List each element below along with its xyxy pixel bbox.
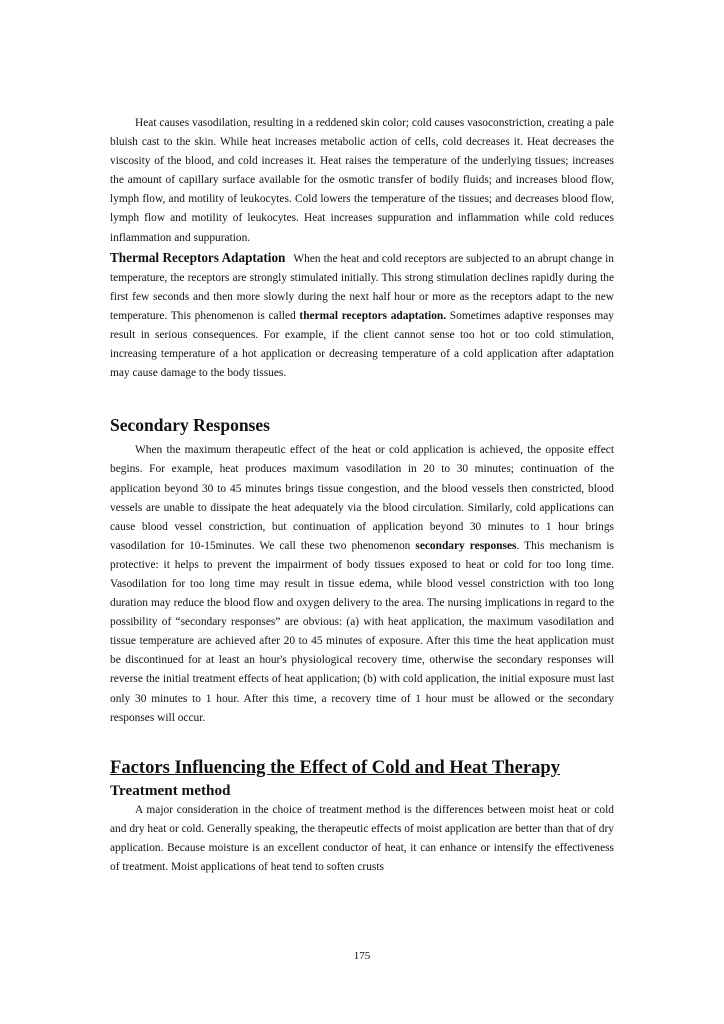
paragraph-text: Sometimes adaptive responses may result in serious consequences. For example, if the client cannot sense too hot or too cold stimulation, increasing temperature of a hot application or decreasing temperature of a cold application after adaptation may cause damage to the body tissues.: [110, 309, 615, 380]
paragraph-text: When the maximum therapeutic effect of the heat or cold application is achieved, the opposite effect begins. For example, heat produces maximum vasodilation in 20 to 30 minutes; continuation of the application beyond 30 to 45 minutes brings tissue congestion, and the blood vessels then constricted, blood vessels are unable to dissipate the heat adequately via the blood circulation. Similarly, cold applications can cause blood vessel constriction, but continuation of application beyond 30 minutes to 1 hour brings vasodilation for 10-15minutes. We call these two phenomenon: [110, 444, 614, 552]
paragraph-text: . This mechanism is protective: it helps to prevent the impairment of body tissues exposed to heat or cold for too long time. Vasodilation for too long time may result in tissue edema, while blood vessel constriction with too long duration may reduce the blood flow and oxygen delivery to the area. The nursing implications in regard to the possibility of “secondary responses” are obvious: (a) with heat application, the maximum vasodilation and tissue temperature are achieved after 20 to 45 minutes of exposure. After this time the heat application must be discontinued for at least an hour's physiological recovery time, otherwise the secondary responses will reverse the initial treatment effects of heat application; (b) with cold application, the initial exposure must last only 30 minutes to 1 hour. After this time, a recovery time of 1 hour must be allowed or the secondary responses will occur.: [110, 539, 614, 724]
paragraph-heat-cold-effects: Heat causes vasodilation, resulting in a reddened skin color; cold causes vasoconstriction, creating a pale bluish cast to the skin. While heat increases metabolic action of cells, cold decreases it. Heat decreases the viscosity of the blood, and cold increases it. Heat raises the temperature of the underlying tissues; increases the amount of capillary surface available for the osmotic transfer of bodily fluids; and increases blood flow, lymph flow, and motility of leukocytes. Cold lowers the temperature of the tissues; and decreases blood flow, lymph flow and motility of leukocytes. Heat increases suppuration and inflammation while cold reduces inflammation and suppuration.: [110, 117, 614, 244]
page-number: 175: [353, 950, 371, 962]
paragraph-secondary-responses: [110, 441, 614, 727]
paragraph-text: When the heat and cold receptors are subjected to an abrupt change in temperature, the receptors are strongly stimulated initially. This strong stimulation declines rapidly during the first few seconds and then more slowly during the next half hour or more as the receptors adapt to the new temperature. This phenomenon is called: [110, 252, 614, 322]
bold-term-thermal-adaptation: thermal receptors adaptation.: [299, 309, 447, 322]
heading-secondary-responses: Secondary Responses: [110, 415, 270, 436]
heading-treatment-method: Treatment method: [110, 781, 231, 799]
bold-term-secondary-responses: secondary responses: [415, 539, 517, 552]
inline-heading-thermal-receptors: Thermal Receptors Adaptation: [110, 249, 286, 265]
heading-factors: Factors Influencing the Effect of Cold and Heat Therapy: [110, 756, 561, 778]
paragraph-thermal-adaptation: [110, 248, 614, 384]
page-content: [110, 114, 614, 877]
paragraph-treatment-method: A major consideration in the choice of treatment method is the differences between moist heat or cold and dry heat or cold. Generally speaking, the therapeutic effects of moist application are better than that of dry application. Because moisture is an excellent conductor of heat, it can enhance or intensify the effectiveness of treatment. Moist applications of heat tend to soften crusts: [110, 803, 614, 873]
